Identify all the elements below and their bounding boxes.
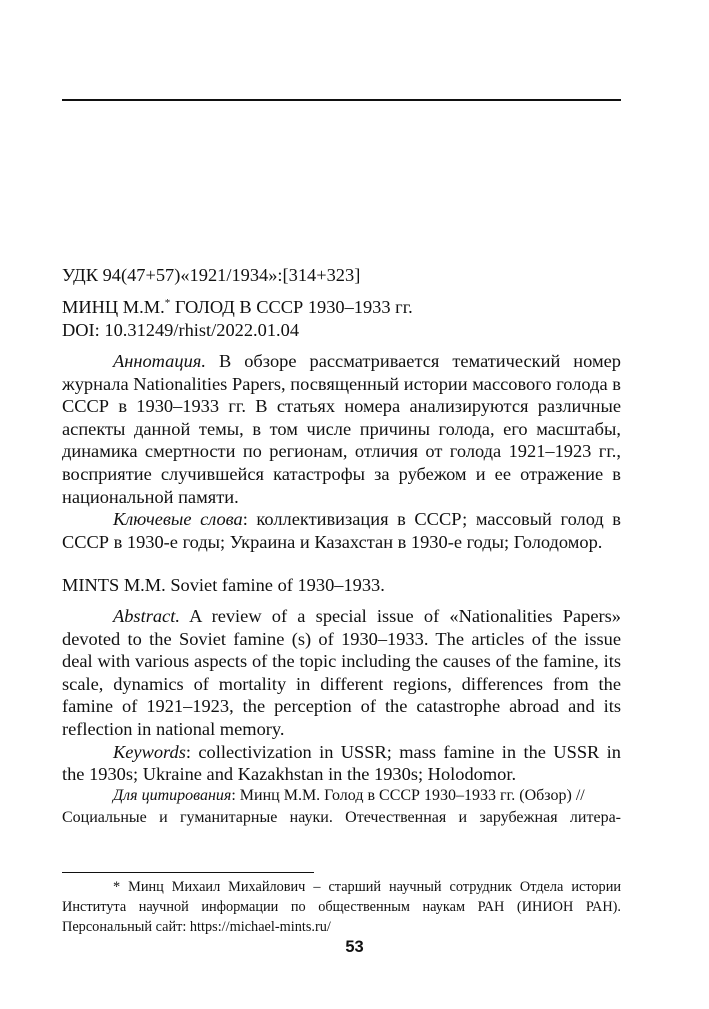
footnote-marker[interactable]: * xyxy=(164,296,171,309)
annotation-label: Аннотация. xyxy=(113,351,206,371)
citation-block xyxy=(62,785,621,829)
annotation-text: В обзоре рассматривается тематический номер журнала Nationalities Papers, посвященный истории массового голода в СССР в 1930–1933 гг. В статьях номера анализируются различные аспекты данной темы, в том числе причины голода, его масштабы, динамика смертности по регионам, отличия от голода 1921–1923 гг., восприятие случившейся катастрофы за рубежом и ее отражение в национальной памяти. xyxy=(62,351,621,507)
russian-title-block xyxy=(62,296,621,341)
citation-line-2: Социальные и гуманитарные науки. Отечественная и зарубежная литера- xyxy=(62,809,621,826)
author-name: МИНЦ М.М. xyxy=(62,297,165,317)
keywords-label: Ключевые слова xyxy=(113,509,243,530)
english-abstract xyxy=(62,605,621,741)
russian-annotation-block xyxy=(62,350,621,553)
footnote-text: * Минц Михаил Михайлович – старший научный сотрудник Отдела истории Института научной информации по общественным наукам РАН (ИНИОН РАН). Персональный сайт: https://michael-mints.ru/ xyxy=(62,879,621,935)
english-title: MINTS M.M. Soviet famine of 1930–1933. xyxy=(62,575,385,595)
article-title: ГОЛОД В СССР 1930–1933 гг. xyxy=(174,297,413,317)
footnote-rule xyxy=(62,872,314,873)
keywords-text-en: : collectivization in USSR; mass famine in the USSR in the 1930s; Ukraine and Kazakhstan in the 1930s; Holodomor. xyxy=(62,741,621,785)
keywords-text: : коллективизация в СССР; массовый голод в СССР в 1930-е годы; Украина и Казахстан в 1930-е годы; Голодомор. xyxy=(62,509,621,552)
abstract-label: Abstract. xyxy=(113,606,180,626)
russian-keywords xyxy=(62,508,621,553)
header-rule xyxy=(62,99,621,101)
citation-line-1 xyxy=(62,785,621,807)
english-abstract-block xyxy=(62,605,621,786)
citation-text: : Минц М.М. Голод в СССР 1930–1933 гг. (Обзор) // xyxy=(231,787,585,804)
keywords-label-en: Keywords xyxy=(113,741,186,762)
footnote xyxy=(62,877,621,937)
russian-title xyxy=(62,296,621,319)
russian-annotation xyxy=(62,350,621,508)
abstract-text: A review of a special issue of «Nationalities Papers» devoted to the Soviet famine (s) of 1930–1933. The articles of the issue deal with various aspects of the topic including the causes of the famine, its scale, dynamics of mortality in different regions, differences from the famine of 1921–1923, the perception of the catastrophe abroad and its reflection in national memory. xyxy=(62,606,621,739)
doi: DOI: 10.31249/rhist/2022.01.04 xyxy=(62,319,300,340)
page-number: 53 xyxy=(345,938,364,956)
udk-code: УДК 94(47+57)«1921/1934»:[314+323] xyxy=(62,265,361,285)
english-keywords xyxy=(62,741,621,786)
citation-label: Для цитирования xyxy=(113,787,232,804)
